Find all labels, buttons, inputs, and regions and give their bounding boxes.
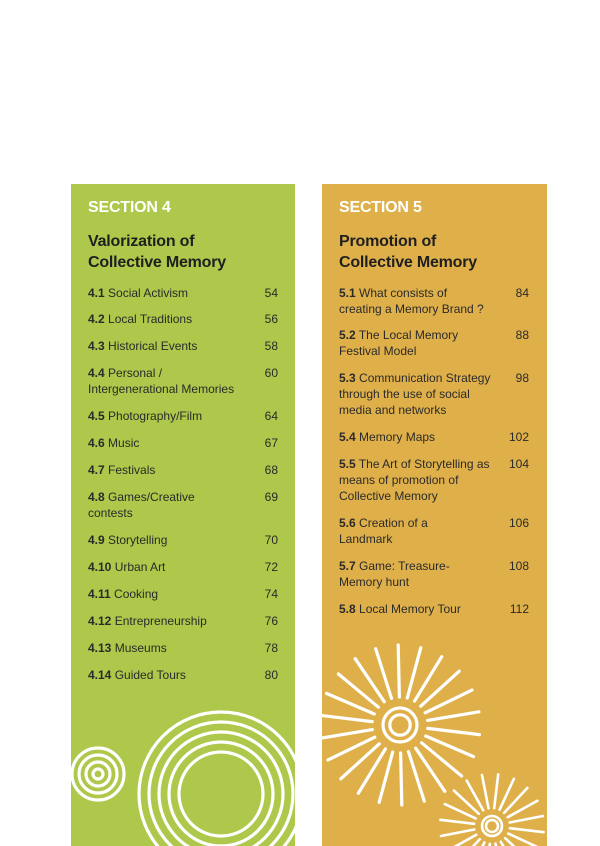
page-number: 58 [264, 339, 278, 353]
page-number: 67 [264, 436, 278, 450]
page-number: 60 [264, 366, 278, 380]
section-4-panel [71, 184, 295, 846]
toc-entry-5-7[interactable]: 5.7 Game: Treasure-Memory hunt 108 [339, 559, 529, 589]
concentric-circles-decoration [71, 184, 295, 846]
page-number: 98 [515, 371, 529, 385]
toc-entry-5-8[interactable]: 5.8 Local Memory Tour 112 [339, 602, 529, 616]
page-number: 64 [264, 409, 278, 423]
sunburst-decoration [322, 184, 547, 846]
toc-entry-4-1[interactable]: 4.1 Social Activism 54 [88, 286, 278, 300]
page-number: 70 [264, 533, 278, 547]
section-4-label: SECTION 4 [88, 199, 171, 216]
toc-entry-4-5[interactable]: 4.5 Photography/Film 64 [88, 409, 278, 423]
toc-entry-5-1[interactable]: 5.1 What consists of creating a Memory Brand ? 84 [339, 286, 529, 316]
toc-entry-4-12[interactable]: 4.12 Entrepreneurship 76 [88, 614, 278, 628]
page-number: 88 [515, 328, 529, 342]
toc-entry-4-3[interactable]: 4.3 Historical Events 58 [88, 339, 278, 353]
page-number: 106 [508, 516, 529, 530]
page-number: 74 [264, 587, 278, 601]
page-number: 54 [264, 286, 278, 300]
page-number: 104 [508, 457, 529, 471]
toc-entry-5-3[interactable]: 5.3 Communication Strategy through the use of social media and networks 98 [339, 371, 529, 417]
section-5-label: SECTION 5 [339, 199, 422, 216]
toc-entry-4-7[interactable]: 4.7 Festivals 68 [88, 463, 278, 477]
toc-entry-4-2[interactable]: 4.2 Local Traditions 56 [88, 312, 278, 326]
page-number: 102 [508, 430, 529, 444]
page-number: 80 [264, 668, 278, 682]
section-5-title: Promotion of Collective Memory [339, 233, 477, 271]
page-number: 112 [509, 602, 529, 616]
toc-entry-5-4[interactable]: 5.4 Memory Maps 102 [339, 430, 529, 444]
toc-entry-5-6[interactable]: 5.6 Creation of a Landmark 106 [339, 516, 529, 546]
section-4-title: Valorization of Collective Memory [88, 233, 226, 271]
toc-entry-4-14[interactable]: 4.14 Guided Tours 80 [88, 668, 278, 682]
toc-entry-4-11[interactable]: 4.11 Cooking 74 [88, 587, 278, 601]
page-number: 56 [264, 312, 278, 326]
page-number: 78 [264, 641, 278, 655]
page-number: 69 [264, 490, 278, 504]
toc-entry-4-9[interactable]: 4.9 Storytelling 70 [88, 533, 278, 547]
page-number: 68 [264, 463, 278, 477]
page-number: 108 [508, 559, 529, 573]
toc-entry-4-4[interactable]: 4.4 Personal / Intergenerational Memories 60 [88, 366, 278, 396]
toc-entry-5-2[interactable]: 5.2 The Local Memory Festival Model 88 [339, 328, 529, 358]
toc-entry-5-5[interactable]: 5.5 The Art of Storytelling as means of promotion of Collective Memory 104 [339, 457, 529, 503]
page-number: 76 [264, 614, 278, 628]
toc-entry-4-6[interactable]: 4.6 Music 67 [88, 436, 278, 450]
toc-entry-4-8[interactable]: 4.8 Games/Creative contests 69 [88, 490, 278, 520]
section-5-panel [322, 184, 547, 846]
page-number: 84 [515, 286, 529, 300]
page-number: 72 [264, 560, 278, 574]
toc-entry-4-13[interactable]: 4.13 Museums 78 [88, 641, 278, 655]
toc-entry-4-10[interactable]: 4.10 Urban Art 72 [88, 560, 278, 574]
